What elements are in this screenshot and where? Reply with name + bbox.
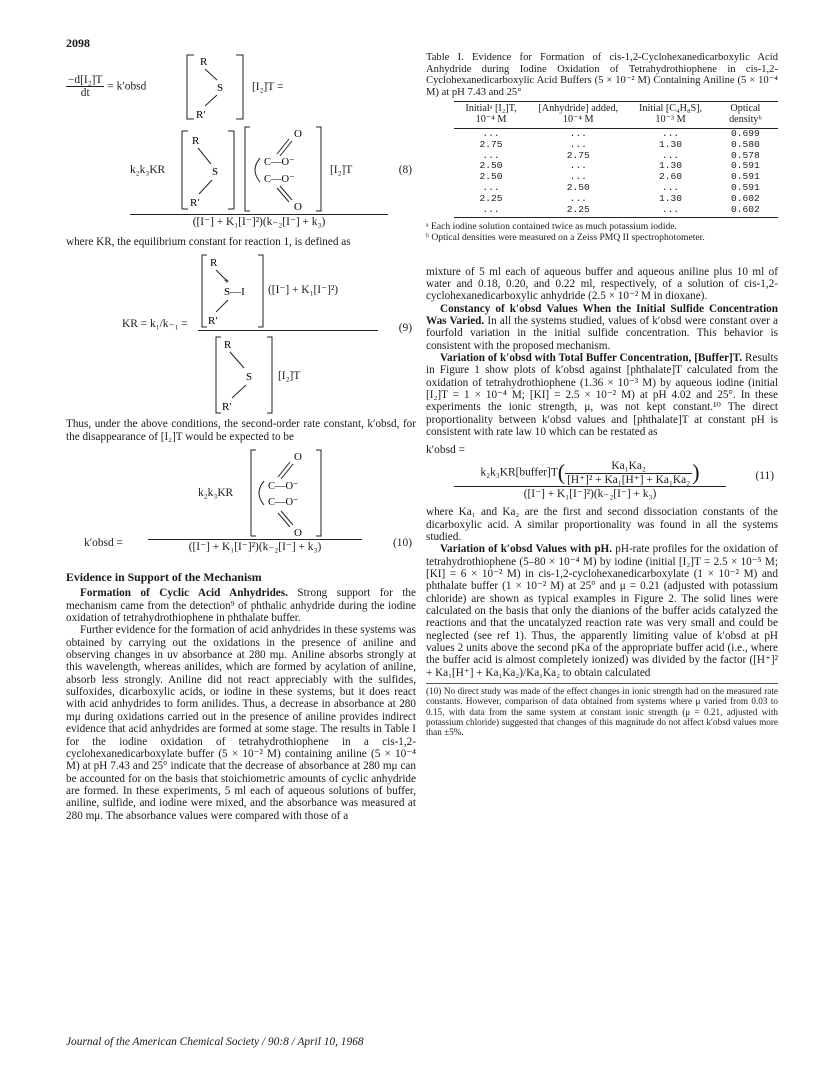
eq11-number: (11) bbox=[755, 470, 774, 483]
table-body bbox=[454, 128, 778, 217]
paragraph-ph-variation bbox=[426, 543, 778, 679]
paragraph-runin-heading: Formation of Cyclic Acid Anhydrides. bbox=[80, 587, 288, 600]
table-header: Optical densityᵇ bbox=[713, 102, 778, 129]
eq10-o-bottom: O bbox=[294, 527, 302, 540]
equation-9 bbox=[66, 250, 416, 418]
eq8-co-lower: C—O⁻ bbox=[264, 174, 295, 185]
rate-lhs-denominator: dt bbox=[80, 87, 90, 100]
eq8-co-upper: C—O⁻ bbox=[264, 157, 295, 168]
table-cell: 1.30 bbox=[659, 192, 683, 204]
kr-definition-text: where KR, the equilibrium constant for reaction 1, is defined as bbox=[66, 236, 351, 248]
eq11-lhs: k′obsd = bbox=[426, 444, 465, 457]
table-header: Initial [C₄H₈S], 10⁻³ M bbox=[628, 102, 712, 129]
table-cell: 0.591 bbox=[730, 160, 760, 172]
table-header-row bbox=[454, 102, 778, 129]
left-column bbox=[66, 52, 416, 822]
table-cell: 2.50 bbox=[566, 181, 590, 193]
eq9-sulfonium-structure bbox=[198, 252, 268, 330]
table-row bbox=[454, 172, 778, 183]
table-cell: ... bbox=[569, 160, 587, 172]
eq8-o-bottom: O bbox=[294, 201, 302, 213]
paragraph-body: Results in Figure 1 show plots of k′obsd against [phthalate]T calculated from the oxidation of tetrahydrothiophene (1.36 × 10⁻³ M) by aqueous iodine (initial [I₂]T = 1 × 10⁻⁴ M; [KI] = 2.5 × 10⁻² M) at pH 4.02 and 25°. In these experiments the ionic strength, μ, was not kept constant.¹⁰ The direct proportionality between k′obsd values and [phthalate]T at constant pH is consistent with rate law 10 which can be restated as bbox=[426, 351, 778, 438]
table-cell: 2.25 bbox=[528, 205, 628, 218]
equation-10 bbox=[66, 447, 416, 565]
table-cell: 0.591 bbox=[730, 171, 760, 183]
table-cell: ... bbox=[569, 138, 587, 150]
table-row bbox=[454, 140, 778, 151]
eq9-r-label: R bbox=[210, 257, 218, 270]
eq8-r-prime-label: R′ bbox=[190, 197, 200, 209]
sulfide-structure bbox=[182, 52, 248, 122]
table-cell: ... bbox=[569, 171, 587, 183]
paragraph-mixture: mixture of 5 ml each of aqueous buffer and aqueous aniline plus 10 ml of water and 0.18, 0.20, and 0.22 ml, respectively, of a solution of cis-1,2-cyclohexanedicarboxylic anhydride (2.5 × 10⁻² M in dioxane). bbox=[426, 265, 778, 303]
rate-lhs-numerator: −d[I₂]T bbox=[68, 74, 103, 86]
eq11-inner-denominator: [H⁺]² + Ka₁[H⁺] + Ka₁Ka₂ bbox=[567, 473, 691, 486]
equation-8 bbox=[66, 124, 416, 236]
eq9-sulfide-structure bbox=[212, 334, 276, 416]
eq8-o-top: O bbox=[294, 128, 302, 140]
table-cell: ... bbox=[569, 127, 587, 139]
rate-k-obsd: = k′obsd bbox=[107, 80, 147, 93]
eq9-den-r-prime-label: R′ bbox=[222, 401, 232, 414]
table-cell: 0.580 bbox=[730, 138, 760, 150]
paragraph-body: pH-rate profiles for the oxidation of tetrahydrothiophene (5–80 × 10⁻⁴ M) by iodine (initial [I₂]T = 2.5 × 10⁻⁵ M; [KI] = 6 × 10⁻² M) in cis-1,2-cyclohexanedicarboxylate (1 × 10⁻² M) and phthalate buffer (1 × 10⁻² M) at 25° and μ = 0.21 (adjusted with potassium chloride) are shown as typical examples in Figure 2. The solid lines were calculated on the basis that only the dianions of the buffer acids catalyzed the reactions and that the uncatalyzed reaction rate was very small and could be neglected (see ref 1). Thus, the apparently limiting value of k′obsd at pH values 2 units above the second pKa of the appropriate buffer acid (i.e., where the buffer acid is almost completely ionized) was divided by the factor ([H⁺]² + Ka₁[H⁺] + Ka₁Ka₂)/Ka₁Ka₂ to obtain calculated bbox=[426, 543, 778, 679]
eq8-denominator: ([I⁻] + K₁[I⁻]²)(k₋₂[I⁻] + k₃) bbox=[130, 214, 388, 228]
paragraph-sulfide-constancy bbox=[426, 303, 778, 352]
table-cell: 1.30 bbox=[659, 138, 683, 150]
table-cell: 1.30 bbox=[659, 160, 683, 172]
eq8-dicarboxylate-structure bbox=[242, 124, 324, 214]
table-cell: ... bbox=[482, 181, 500, 193]
table-cell: 0.578 bbox=[730, 149, 760, 161]
paragraph-dissociation: where Ka₁ and Ka₂ are the first and second dissociation constants of the dicarboxylic acid. A similar proportionality was found in all the systems studied. bbox=[426, 506, 778, 544]
paragraph-cyclic-anhydrides bbox=[66, 587, 416, 624]
eq8-number: (8) bbox=[398, 164, 412, 176]
paragraph-runin-heading: Constancy of k′obsd Values When the Initial Sulfide Concentration Was Varied. bbox=[426, 302, 778, 327]
eq9-lhs: KR = k₁/k₋₁ = bbox=[122, 318, 188, 331]
page-number: 2098 bbox=[66, 36, 90, 50]
paragraph-body: Strong support for the mechanism came from the detection⁹ of phthalic anhydride during the iodine oxidation of tetrahydrothiophene in phthalate buffer. bbox=[66, 587, 416, 625]
equation-11: k′obsd = k₂k₃KR[buffer]T( $\frac{\text{Ka₁Ka₂}}{\text{[H⁺]² + Ka₁[H⁺] + Ka₁Ka₂}}$ ) ([I⁻] + K₁[I⁻]²)(k₋₂[I⁻] + k₃) (11) bbox=[426, 444, 774, 501]
table-note-b: ᵇ Optical densities were measured on a Zeiss PMQ II spectrophotometer. bbox=[426, 231, 705, 243]
paragraph-body: In all the systems studied, values of k′obsd were constant over a fourfold variation in the initial sulfide concentration. This behavior is consistent with the proposed mechanism. bbox=[426, 314, 778, 352]
sulfide-r-prime-label: R′ bbox=[196, 109, 206, 121]
eq10-co-upper: C—O⁻ bbox=[268, 481, 299, 493]
eq9-s-i-label: S—I bbox=[224, 286, 245, 299]
eq11-inner-numerator: Ka₁Ka₂ bbox=[565, 460, 692, 473]
eq8-s-label: S bbox=[212, 166, 219, 178]
table-cell: ... bbox=[628, 205, 712, 218]
table-cell: 2.60 bbox=[659, 171, 683, 183]
table-cell: 0.591 bbox=[730, 181, 760, 193]
paragraph-aniline: Further evidence for the formation of acid anhydrides in these systems was obtained by carrying out the oxidations in the presence of aniline and observing changes in uv absorbance at 280 mμ. Aniline absorbs strongly at this wavelength, whereas anilides, which are formed by acylation of aniline, absorb less strongly. Aniline did not react appreciably with the sulfides, sulfoxides, dicarboxylic acids, or iodine in these systems, but it does react with acid anhydrides to form anilides. Thus, a decrease in absorbance at 280 mμ during oxidations carried out in the presence of aniline provides indirect evidence that acid anhydrides are formed at some stage. The results in Table I for the iodine oxidation of tetrahydrothiophene in a cis-1,2-cyclohexanedicarboxylate buffer (5 × 10⁻² M) containing aniline (5 × 10⁻⁴ M) at pH 7.43 and 25° indicate that the decrease of absorbance at 280 mμ can be accounted for on the basis that stoichiometric amounts of cyclic anhydride are formed. In these experiments, 5 ml each of aqueous solutions of buffer, aniline, sulfide, and iodine were mixed, and the absorbance was measured at 280 mμ. The absorbance values were compared with those of a bbox=[66, 624, 416, 822]
eq10-denominator: ([I⁻] + K₁[I⁻]²)(k₋₂[I⁻] + k₃) bbox=[148, 539, 362, 553]
table-cell: ... bbox=[482, 127, 500, 139]
table-cell: ... bbox=[482, 149, 500, 161]
paragraph-buffer-variation bbox=[426, 352, 778, 438]
eq8-sulfide-structure bbox=[178, 128, 238, 212]
sulfide-s-label: S bbox=[217, 82, 224, 94]
eq10-coefficient: k₂k₃KR bbox=[198, 487, 234, 500]
eq11-coefficient: k₂k₃KR[buffer]T bbox=[480, 467, 558, 480]
table-header: [Anhydride] added, 10⁻⁴ M bbox=[528, 102, 628, 129]
table-cell: 0.602 bbox=[713, 205, 778, 218]
second-order-text: Thus, under the above conditions, the second-order rate constant, k′obsd, for the disappearance of [I₂]T would be expected to be bbox=[66, 418, 416, 443]
table-cell: 2.25 bbox=[479, 192, 503, 204]
eq11-inner-fraction bbox=[565, 460, 692, 486]
journal-footer: Journal of the American Chemical Society / 90:8 / April 10, 1968 bbox=[66, 1036, 364, 1048]
eq11-denominator: ([I⁻] + K₁[I⁻]²)(k₋₂[I⁻] + k₃) bbox=[454, 486, 726, 500]
eq8-tail: [I₂]T bbox=[330, 164, 353, 176]
footnote-10: (10) No direct study was made of the effect changes in ionic strength had on the measured rate constants. However, comparison of data obtained from systems where μ varied from 0.03 to 0.15, with data from the same system at constant ionic strength (μ = 0.21, adjusted with potassium chloride) suggested that changes of this magnitude do not affect k′obsd values more than ±5%. bbox=[426, 683, 778, 737]
table-title: Table I. Evidence for Formation of cis-1,2-Cyclohexanedicarboxylic Acid Anhydride during Iodine Oxidation of Tetrahydrothiophene in cis-1,2-Cyclohexanedicarboxylic Acid Buffers (5 × 10⁻² M) Containing Aniline (5 × 10⁻⁴ M) at pH 7.43 and 25° bbox=[426, 52, 778, 98]
table-row bbox=[454, 194, 778, 205]
eq10-co-lower: C—O⁻ bbox=[268, 497, 299, 509]
table-cell: 0.602 bbox=[730, 192, 760, 204]
table-cell: ... bbox=[661, 149, 680, 161]
table-cell: 2.75 bbox=[479, 138, 503, 150]
eq9-den-s-label: S bbox=[246, 371, 253, 384]
section-heading: Evidence in Support of the Mechanism bbox=[66, 570, 262, 585]
eq8-r-label: R bbox=[192, 135, 200, 147]
eq10-dicarboxylate-structure bbox=[248, 447, 324, 539]
eq9-den-r-label: R bbox=[224, 339, 232, 352]
right-column bbox=[426, 52, 778, 737]
eq10-number: (10) bbox=[393, 537, 412, 550]
eq9-denominator-tail: [I₂]T bbox=[278, 370, 301, 383]
table-cell: 2.50 bbox=[479, 160, 503, 172]
eq9-numerator-tail: ([I⁻] + K₁[I⁻]²) bbox=[268, 284, 339, 297]
table-cell: 2.50 bbox=[479, 171, 503, 183]
table-cell: ... bbox=[661, 181, 680, 193]
table-cell: ... bbox=[454, 205, 528, 218]
table-note-a: ᵃ Each iodine solution contained twice as much potassium iodide. bbox=[426, 221, 677, 233]
paragraph-runin-heading: Variation of k′obsd with Total Buffer Concentration, [Buffer]T. bbox=[440, 351, 743, 364]
eq10-lhs: k′obsd = bbox=[84, 537, 123, 550]
eq10-o-top: O bbox=[294, 451, 302, 464]
eq9-r-prime-label: R′ bbox=[208, 315, 218, 328]
table-cell: ... bbox=[661, 127, 680, 139]
table-cell: 2.75 bbox=[566, 149, 590, 161]
table-cell: 0.699 bbox=[730, 127, 760, 139]
eq9-plus-sign: + bbox=[224, 276, 230, 287]
table-cell: ... bbox=[569, 192, 587, 204]
eq8-coefficient: k₂k₃KR bbox=[130, 164, 166, 176]
data-table bbox=[454, 101, 778, 218]
table-row bbox=[454, 205, 778, 218]
rate-tail: [I₂]T = bbox=[252, 81, 284, 93]
eq9-number: (9) bbox=[398, 322, 412, 335]
rate-equation bbox=[66, 52, 416, 124]
rate-lhs-fraction bbox=[66, 74, 104, 100]
table-header: Initialᵃ [I₂]T, 10⁻⁴ M bbox=[454, 102, 528, 129]
sulfide-r-label: R bbox=[200, 56, 208, 68]
paragraph-runin-heading: Variation of k′obsd Values with pH. bbox=[440, 543, 613, 556]
